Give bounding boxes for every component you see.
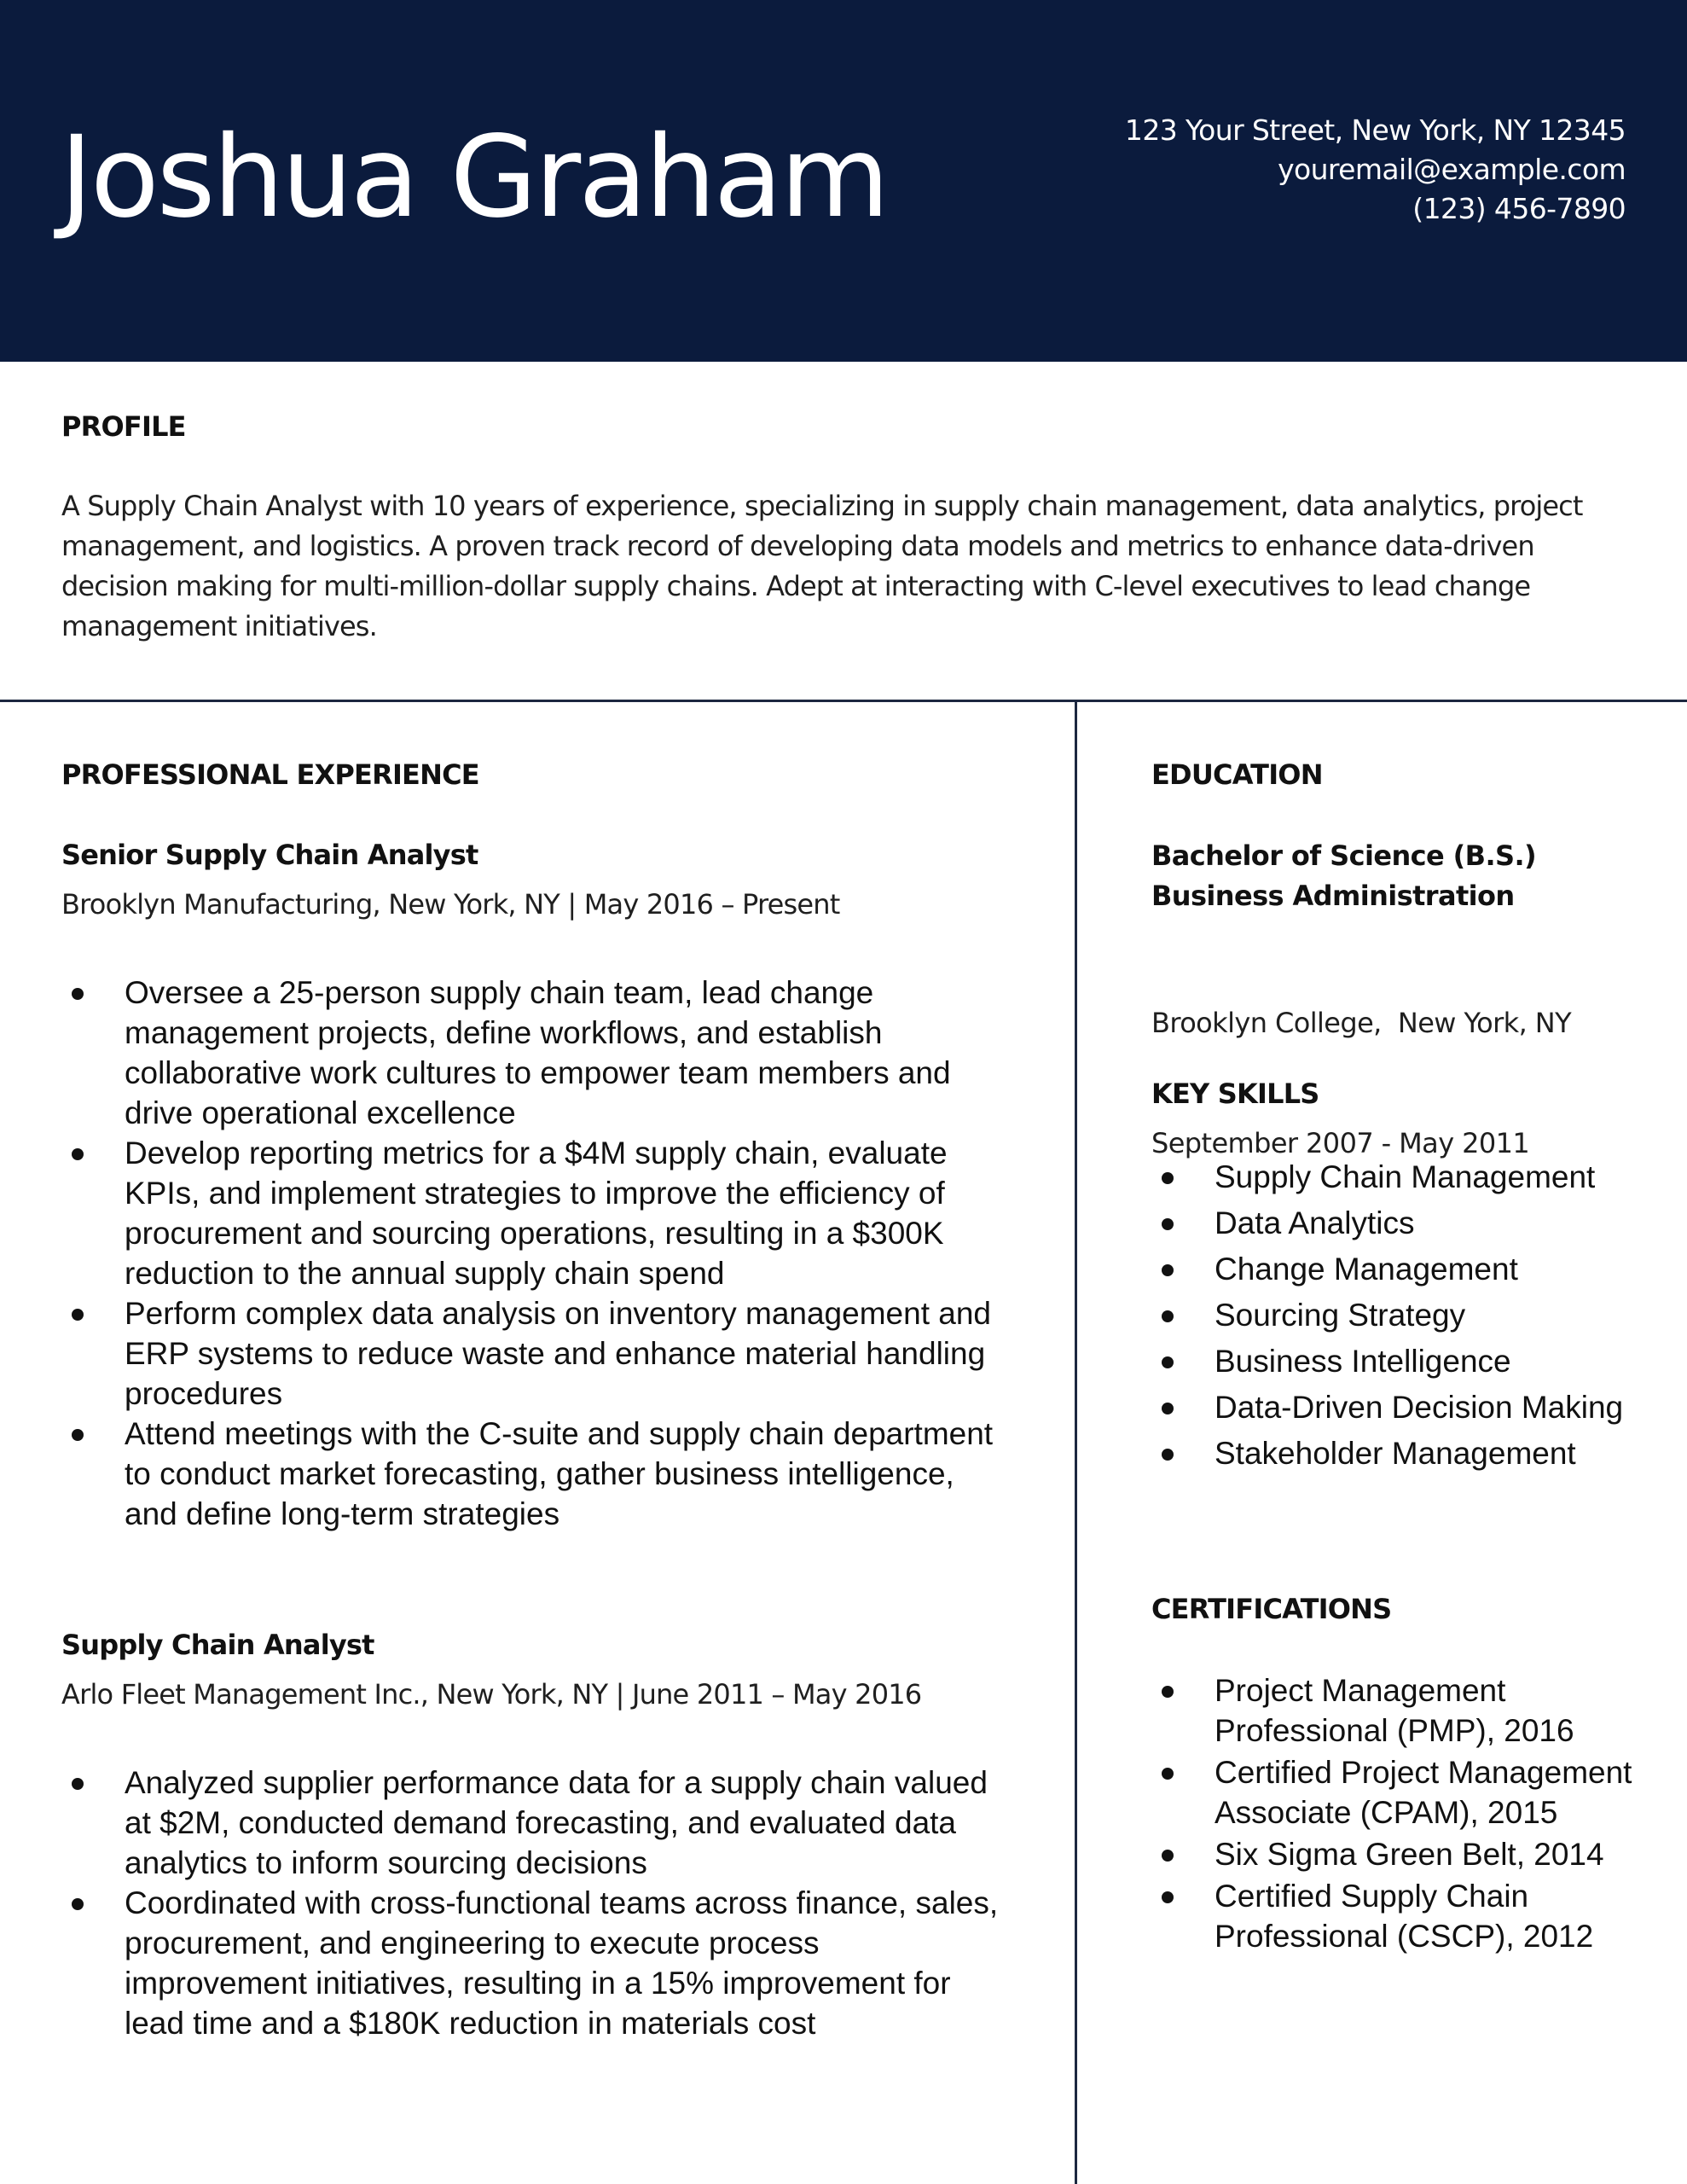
bullet-icon <box>1162 1768 1174 1780</box>
job-meta: Arlo Fleet Management Inc., New York, NY | June 2011 – May 2016 <box>61 1678 922 1711</box>
bullet-icon <box>1162 1891 1174 1903</box>
candidate-name: Joshua Graham <box>60 112 888 243</box>
job-bullet <box>61 1763 1008 1883</box>
bullet-icon <box>72 1429 84 1441</box>
certifications-heading: CERTIFICATIONS <box>1151 1593 1392 1625</box>
horizontal-divider <box>0 700 1687 702</box>
education-degree <box>1151 836 1536 916</box>
bullet-icon <box>1162 1850 1174 1862</box>
skill-text: Sourcing Strategy <box>1215 1298 1466 1333</box>
skill-item <box>1151 1433 1663 1473</box>
degree-name: Bachelor of Science (B.S.) <box>1151 839 1537 872</box>
bullet-icon <box>1162 1686 1174 1698</box>
certification-text: Project Management Professional (PMP), 2016 <box>1215 1673 1574 1748</box>
skill-item <box>1151 1341 1663 1381</box>
skill-text: Data-Driven Decision Making <box>1215 1390 1624 1425</box>
job-bullet-text: Attend meetings with the C-suite and supply chain department to conduct market forecasting, gather business intelligence, and define long-term strategies <box>125 1416 994 1531</box>
education-heading: EDUCATION <box>1151 758 1323 791</box>
contact-info <box>1125 111 1626 229</box>
job-title: Senior Supply Chain Analyst <box>61 839 478 871</box>
job-bullet <box>61 1293 1008 1414</box>
contact-phone: (123) 456-7890 <box>1412 192 1626 225</box>
skill-item <box>1151 1203 1663 1243</box>
certification-text: Certified Supply Chain Professional (CSCP), 2012 <box>1215 1879 1594 1954</box>
job-bullet-text: Perform complex data analysis on inventory management and ERP systems to reduce waste and enhance material handling procedures <box>125 1296 991 1411</box>
job-bullet <box>61 1883 1008 2043</box>
column-divider <box>1075 702 1077 2184</box>
profile-summary: A Supply Chain Analyst with 10 years of experience, specializing in supply chain management, data analytics, project management, and logistics. A proven track record of developing data models and metrics to enhance data-driven decision making for multi-million-dollar supply chains. Adept at interacting with C-level executives to lead change management initiatives. <box>61 490 1583 642</box>
job-title: Supply Chain Analyst <box>61 1629 374 1661</box>
contact-address: 123 Your Street, New York, NY 12345 <box>1124 113 1626 147</box>
job-bullet <box>61 1414 1008 1534</box>
skill-text: Change Management <box>1215 1252 1518 1287</box>
bullet-icon <box>1162 1264 1174 1276</box>
bullet-icon <box>72 1309 84 1321</box>
skill-item <box>1151 1387 1663 1427</box>
skill-item <box>1151 1295 1663 1335</box>
bullet-icon <box>1162 1310 1174 1322</box>
education-dates: September 2007 - May 2011 <box>1151 1127 1530 1159</box>
job-bullets <box>61 973 1008 1534</box>
bullet-icon <box>1162 1172 1174 1184</box>
job-bullet <box>61 1133 1008 1293</box>
school-name: Brooklyn College, New York, NY <box>1151 1007 1572 1039</box>
certification-item <box>1151 1834 1663 1874</box>
bullet-icon <box>1162 1403 1174 1414</box>
job-bullet-text: Oversee a 25-person supply chain team, lead change management projects, define workflows, and establish collaborative work cultures to empower team members and drive operational excellence <box>125 975 951 1130</box>
bullet-icon <box>72 1778 84 1790</box>
job-bullet-text: Develop reporting metrics for a $4M supply chain, evaluate KPIs, and implement strategies to improve the efficiency of procurement and sourcing operations, resulting in a $300K reduction to the annual supply chain spend <box>125 1136 948 1291</box>
job-meta: Brooklyn Manufacturing, New York, NY | May 2016 – Present <box>61 888 840 921</box>
skill-text: Business Intelligence <box>1215 1344 1511 1379</box>
certification-item <box>1151 1752 1663 1833</box>
skill-text: Stakeholder Management <box>1215 1436 1576 1471</box>
certifications-list <box>1151 1670 1663 1958</box>
skill-item <box>1151 1249 1663 1289</box>
resume-header <box>0 0 1687 362</box>
job-bullets <box>61 1763 1008 2043</box>
bullet-icon <box>72 988 84 1000</box>
job-bullet <box>61 973 1008 1133</box>
bullet-icon <box>1162 1356 1174 1368</box>
job-bullet-text: Coordinated with cross-functional teams across finance, sales, procurement, and engineering to execute process improvement initiatives, resulting in a 15% improvement for lead time and a $180K reduction in materials cost <box>125 1885 999 2041</box>
degree-major: Business Administration <box>1151 880 1515 912</box>
bullet-icon <box>72 1898 84 1910</box>
certification-text: Certified Project Management Associate (CPAM), 2015 <box>1215 1755 1632 1830</box>
certification-item <box>1151 1670 1663 1751</box>
experience-heading: PROFESSIONAL EXPERIENCE <box>61 758 479 791</box>
job-bullet-text: Analyzed supplier performance data for a supply chain valued at $2M, conducted demand forecasting, and evaluated data analytics to inform sourcing decisions <box>125 1765 988 1880</box>
bullet-icon <box>1162 1449 1174 1461</box>
skill-text: Supply Chain Management <box>1215 1159 1596 1194</box>
profile-heading: PROFILE <box>61 410 186 443</box>
skill-text: Data Analytics <box>1215 1205 1415 1240</box>
certification-item <box>1151 1876 1663 1956</box>
skills-heading: KEY SKILLS <box>1151 1077 1319 1110</box>
skills-list <box>1151 1157 1663 1479</box>
bullet-icon <box>1162 1218 1174 1230</box>
skill-item <box>1151 1157 1663 1197</box>
bullet-icon <box>72 1148 84 1160</box>
contact-email: youremail@example.com <box>1278 153 1626 186</box>
certification-text: Six Sigma Green Belt, 2014 <box>1215 1837 1604 1872</box>
